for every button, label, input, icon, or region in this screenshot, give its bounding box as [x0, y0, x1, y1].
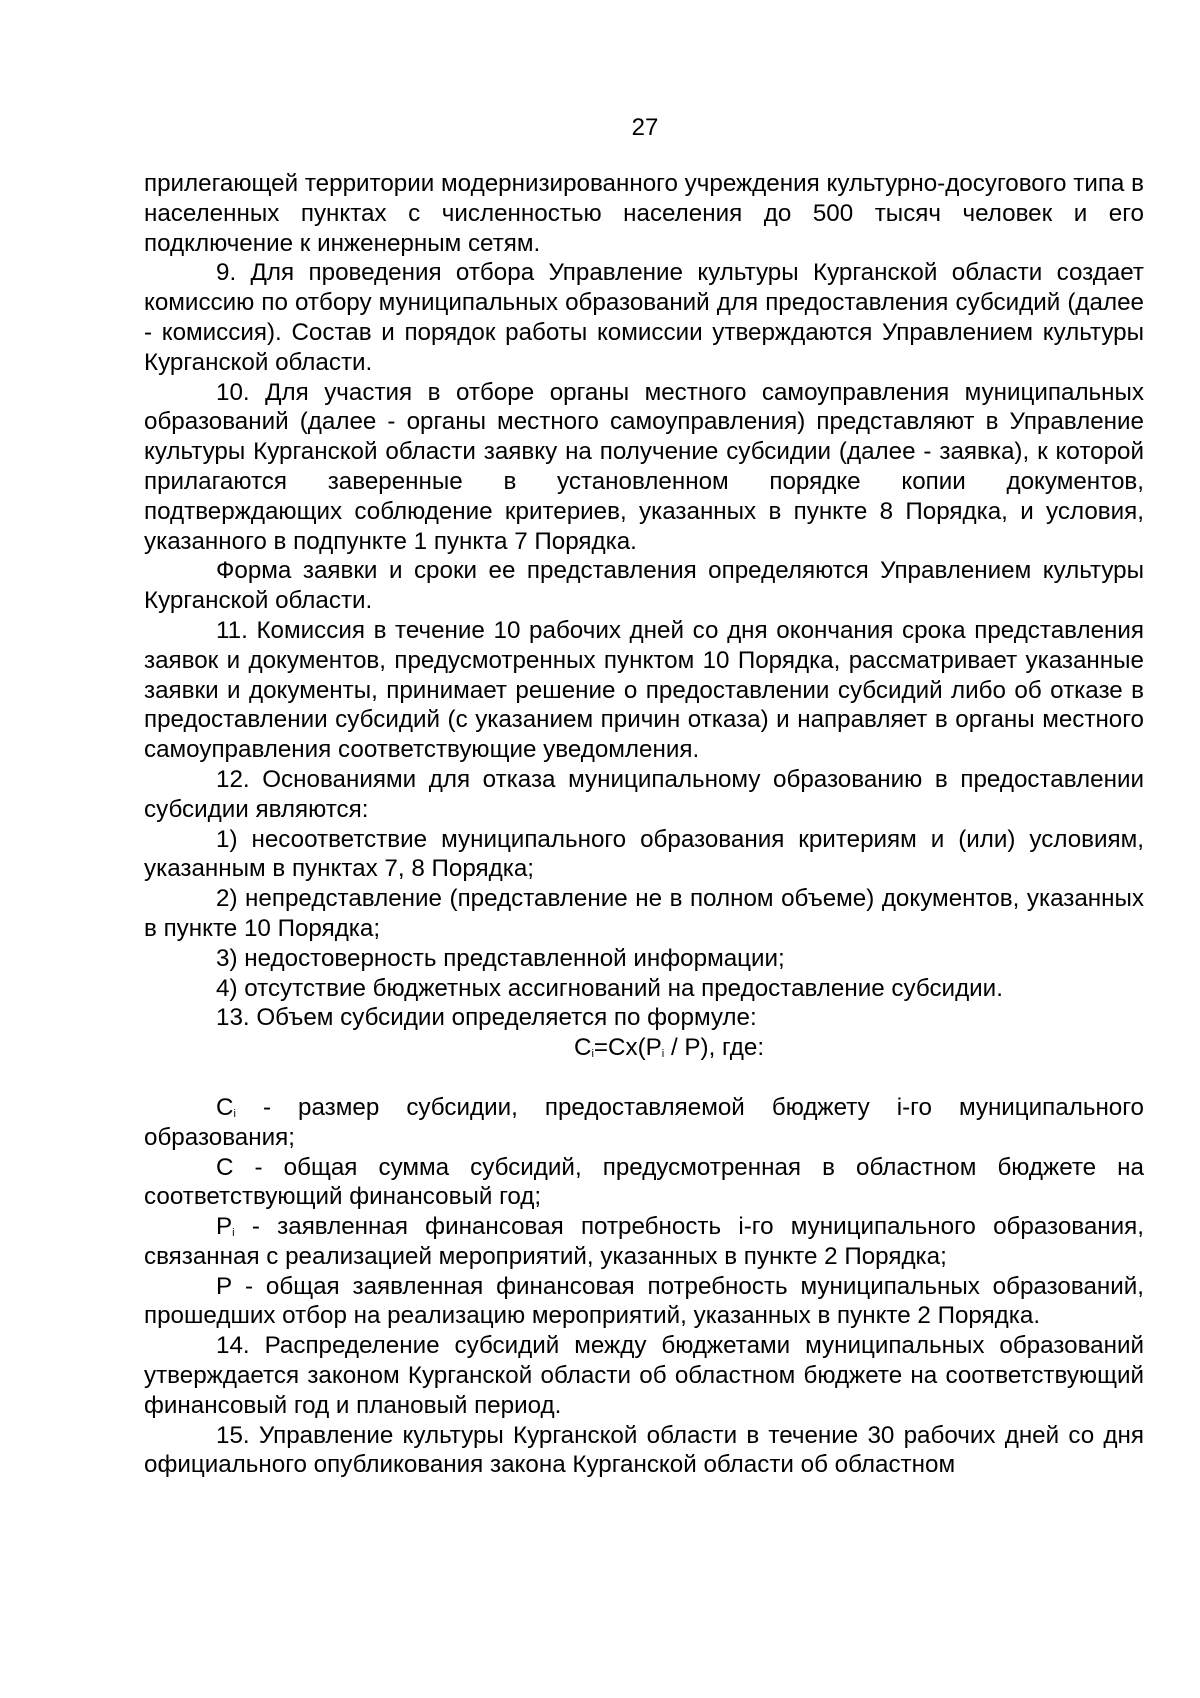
subsidy-formula — [144, 1033, 1144, 1063]
paragraph-15: 15. Управление культуры Курганской области в течение 30 рабочих дней со дня официального опубликования закона Курганской области об областном — [144, 1421, 1144, 1479]
formula-tail: / Р), где: — [664, 1034, 765, 1062]
definition-ci — [144, 1093, 1144, 1153]
definition-ci-text: - размер субсидии, предоставляемой бюджету i-го муниципального образования; — [144, 1093, 1144, 1151]
definition-c: С - общая сумма субсидий, предусмотренная в областном бюджете на соответствующий финансовый год; — [144, 1153, 1144, 1211]
formula-c: С — [574, 1034, 592, 1062]
paragraph-12-item-4: 4) отсутствие бюджетных ассигнований на предоставление субсидии. — [216, 974, 1003, 1002]
paragraph-11: 11. Комиссия в течение 10 рабочих дней со дня окончания срока представления заявок и документов, предусмотренных пунктом 10 Порядка, рассматривает указанные заявки и документы, принимает решение о предоставлении субсидий либо об отказе в предоставлении субсидий (с указанием причин отказа) и направляет в органы местного самоуправления соответствующие уведомления. — [144, 616, 1144, 764]
symbol-sub-i: i — [233, 1107, 236, 1120]
paragraph-10: 10. Для участия в отборе органы местного самоуправления муниципальных образований (далее - органы местного самоуправления) представляют в Управление культуры Курганской области заявку на получение субсидии (далее - заявка), к которой прилагаются заверенные в установленном порядке копии документов, подтверждающих соблюдение критериев, указанных в пункте 8 Порядка, и условия, указанного в подпункте 1 пункта 7 Порядка. — [144, 378, 1144, 555]
definition-pi-text: - заявленная финансовая потребность i-го муниципального образования, связанная с реализацией мероприятий, указанных в пункте 2 Порядка; — [144, 1213, 1144, 1270]
paragraph-12-item-2: 2) непредставление (представление не в полном объеме) документов, указанных в пункте 10 Порядка; — [144, 885, 1144, 942]
paragraph-9: 9. Для проведения отбора Управление культуры Курганской области создает комиссию по отбору муниципальных образований для предоставления субсидий (далее - комиссия). Состав и порядок работы комиссии утверждаются Управлением культуры Курганской области. — [144, 259, 1144, 376]
paragraph-10-form: Форма заявки и сроки ее представления определяются Управлением культуры Курганской области. — [144, 557, 1144, 615]
symbol-c: С — [216, 1093, 234, 1121]
paragraph-12: 12. Основаниями для отказа муниципальному образованию в предоставлении субсидии являются: — [144, 765, 1144, 823]
formula-sub-i: i — [591, 1048, 594, 1061]
paragraph-continuation: прилегающей территории модернизированного учреждения культурно-досугового типа в населенных пунктах с численностью населения до 500 тысяч человек и его подключение к инженерным сетям. — [144, 170, 1144, 257]
formula-eq: =Сх(Р — [593, 1034, 662, 1062]
page-number: 27 — [631, 114, 659, 141]
definition-pi — [144, 1212, 1144, 1272]
formula-spacer — [144, 1063, 1144, 1093]
symbol-sub-i-p: i — [232, 1227, 235, 1240]
paragraph-13: 13. Объем субсидии определяется по формуле: — [216, 1004, 757, 1032]
document-body — [144, 169, 1144, 1480]
definition-p: Р - общая заявленная финансовая потребность муниципальных образований, прошедших отбор на реализацию мероприятий, указанных в пункте 2 Порядка. — [144, 1272, 1144, 1330]
paragraph-12-item-3: 3) недостоверность представленной информации; — [216, 944, 785, 972]
formula-sub-i2: i — [661, 1048, 665, 1061]
symbol-p: Р — [216, 1213, 233, 1241]
paragraph-14: 14. Распределение субсидий между бюджетами муниципальных образований утверждается законом Курганской области об областном бюджете на соответствующий финансовый год и плановый период. — [144, 1332, 1144, 1419]
paragraph-12-item-1: 1) несоответствие муниципального образования критериям и (или) условиям, указанным в пунктах 7, 8 Порядка; — [144, 825, 1144, 883]
